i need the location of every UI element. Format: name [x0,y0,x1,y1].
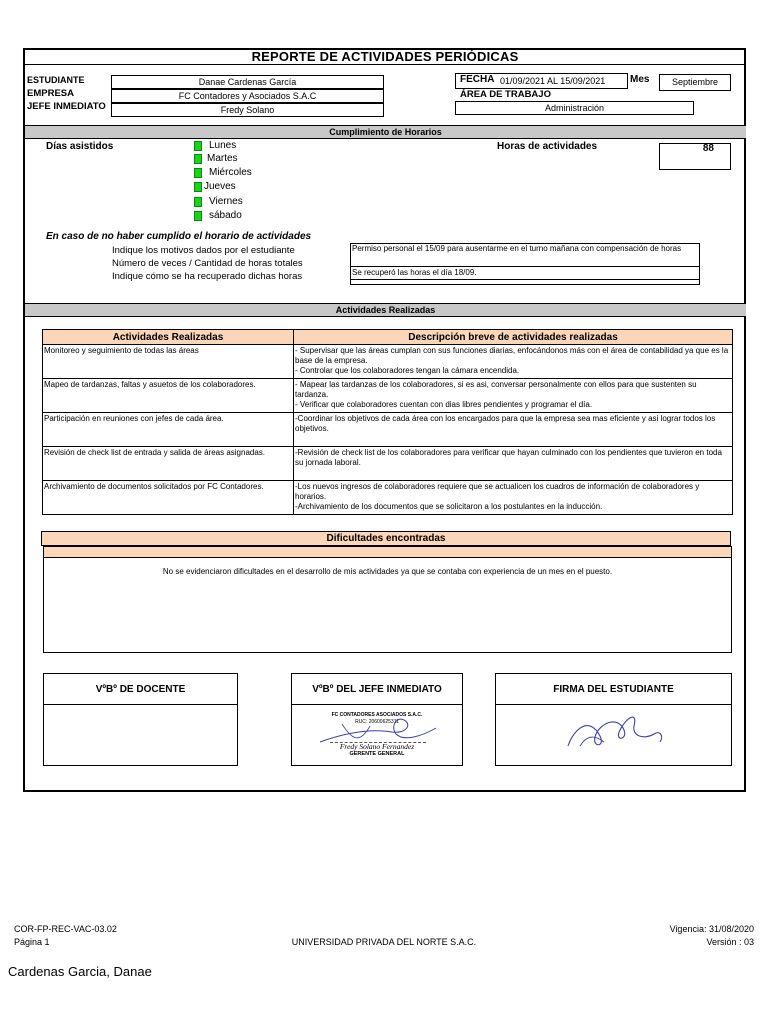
table-row [43,379,733,413]
docente-signature-title: VºBº DE DOCENTE [44,674,237,705]
student-signature-drawing [560,706,670,754]
description-cell: - Mapear las tardanzas de los colaboradores, si es asi, conversar personalmente con ellos para que sustenten su tardanza. - Verificar que colaboradores cuentan con dias libres pendientes y programar el día. [294,379,733,413]
description-cell: -Coordinar los objetivos de cada área con los encargados para que la empresa sea mas eficiente y asi lograr todos los objetivos. [294,413,733,447]
student-signature-title: FIRMA DEL ESTUDIANTE [496,674,731,705]
footer-validity: Vigencia: 31/08/2020 [669,924,754,934]
company-label: EMPRESA [27,88,74,99]
count-label: Número de veces / Cantidad de horas totales [112,258,303,269]
days-label: Días asistidos [46,141,114,152]
title-divider [25,64,745,65]
reason-label: Indique los motivos dados por el estudiante [112,245,295,256]
student-signature-box [495,673,732,766]
month-field: Septiembre [659,74,731,91]
date-label: FECHA [460,74,495,85]
footer-code: COR-FP-REC-VAC-03.02 [14,924,117,934]
col-activities: Actividades Realizadas [43,330,294,345]
recovery-divider [350,279,700,280]
activity-cell: Participación en reuniones con jefes de cada área. [43,413,294,447]
non-compliance-title: En caso de no haber cumplido el horario de actividades [46,231,312,242]
stamp-role: GERENTE GENERAL [349,751,405,757]
footer-university: UNIVERSIDAD PRIVADA DEL NORTE S.A.C. [291,937,477,947]
document-author: Cardenas Garcia, Danae [8,964,152,979]
difficulties-text: No se evidenciaron dificultades en el desarrollo de mis actividades ya que se contaba con experiencia de un mes en el puesto. [162,567,613,576]
table-row [43,481,733,515]
student-label: ESTUDIANTE [27,75,85,85]
check-icon [194,211,202,221]
area-field: Administración [455,101,694,115]
boss-label: JEFE INMEDIATO [27,101,106,112]
day-sabado: sábado [194,209,242,222]
day-lunes: Lunes [194,139,236,152]
table-row [43,413,733,447]
stamp-company: FC CONTADORES ASOCIADOS S.A.C. [331,712,423,718]
footer-page: Página 1 [14,937,50,947]
description-cell: -Revisión de check list de los colaboradores para verificar que hayan culminado con los pendientes que tuvieron en toda su jornada laboral. [294,447,733,481]
check-icon [194,141,202,151]
hours-field: 88 [659,143,731,170]
month-label: Mes [630,74,650,85]
table-row [43,447,733,481]
day-martes: Martes [194,152,238,165]
activity-cell: Archivamiento de documentos solicitados por FC Contadores. [43,481,294,515]
description-cell: - Supervisar que las áreas cumplan con sus funciones diarias, enfocándonos más con el área de contabilidad ya que es la base de la empresa. - Controlar que los colaboradores tengan la cámara encendida. [294,345,733,379]
activity-cell: Mapeo de tardanzas, faltas y asuetos de los colaboradores. [43,379,294,413]
activities-table [42,329,733,515]
stamp-name: Fredy Solano Fernandez [339,742,415,751]
description-cell: -Los nuevos ingresos de colaboradores requiere que se actualicen los cuadros de información de colaboradores y horarios. -Archivamiento de los documentos que se solicitaron a los postulantes en la inducción. [294,481,733,515]
boss-field: Fredy Solano [111,103,384,117]
date-field: 01/09/2021 AL 15/09/2021 [500,76,606,86]
col-description: Descripción breve de actividades realizadas [294,330,733,345]
activities-header: Actividades Realizadas [25,303,746,317]
reason-divider [350,266,700,267]
activity-cell: Monitoreo y seguimiento de todas las áreas [43,345,294,379]
day-viernes: Viernes [194,195,243,208]
hours-label: Horas de actividades [497,141,598,152]
recovery-label: Indique cómo se ha recuperado dichas horas [112,271,303,282]
docente-signature-box [43,673,238,766]
difficulties-band [43,546,732,558]
stamp-ruc: RUC: 20600625311 [355,719,399,725]
report-title: REPORTE DE ACTIVIDADES PERIÓDICAS [251,49,519,64]
recovery-value: Se recuperó las horas el día 18/09. [352,268,477,277]
check-icon [194,182,202,192]
table-row [43,345,733,379]
day-jueves: Jueves [194,180,236,193]
company-field: FC Contadores y Asociados S.A.C [111,89,384,103]
activity-cell: Revisión de check list de entrada y salida de áreas asignadas. [43,447,294,481]
footer-version: Versión : 03 [706,937,754,947]
area-label: ÁREA DE TRABAJO [460,89,551,100]
day-miercoles: Miércoles [194,166,252,179]
difficulties-box [43,546,732,653]
check-icon [194,168,202,178]
jefe-signature-title: VºBº DEL JEFE INMEDIATO [292,674,462,705]
check-icon [194,154,202,164]
schedule-header: Cumplimiento de Horarios [25,125,746,139]
activities-table-head [43,330,733,345]
student-field: Danae Cardenas García [111,75,384,89]
difficulties-header: Dificultades encontradas [41,531,731,546]
check-icon [194,197,202,207]
reason-value: Permiso personal el 15/09 para ausentarme en el turno mañana con compensación de horas [352,244,682,253]
jefe-signature-box [291,673,463,766]
